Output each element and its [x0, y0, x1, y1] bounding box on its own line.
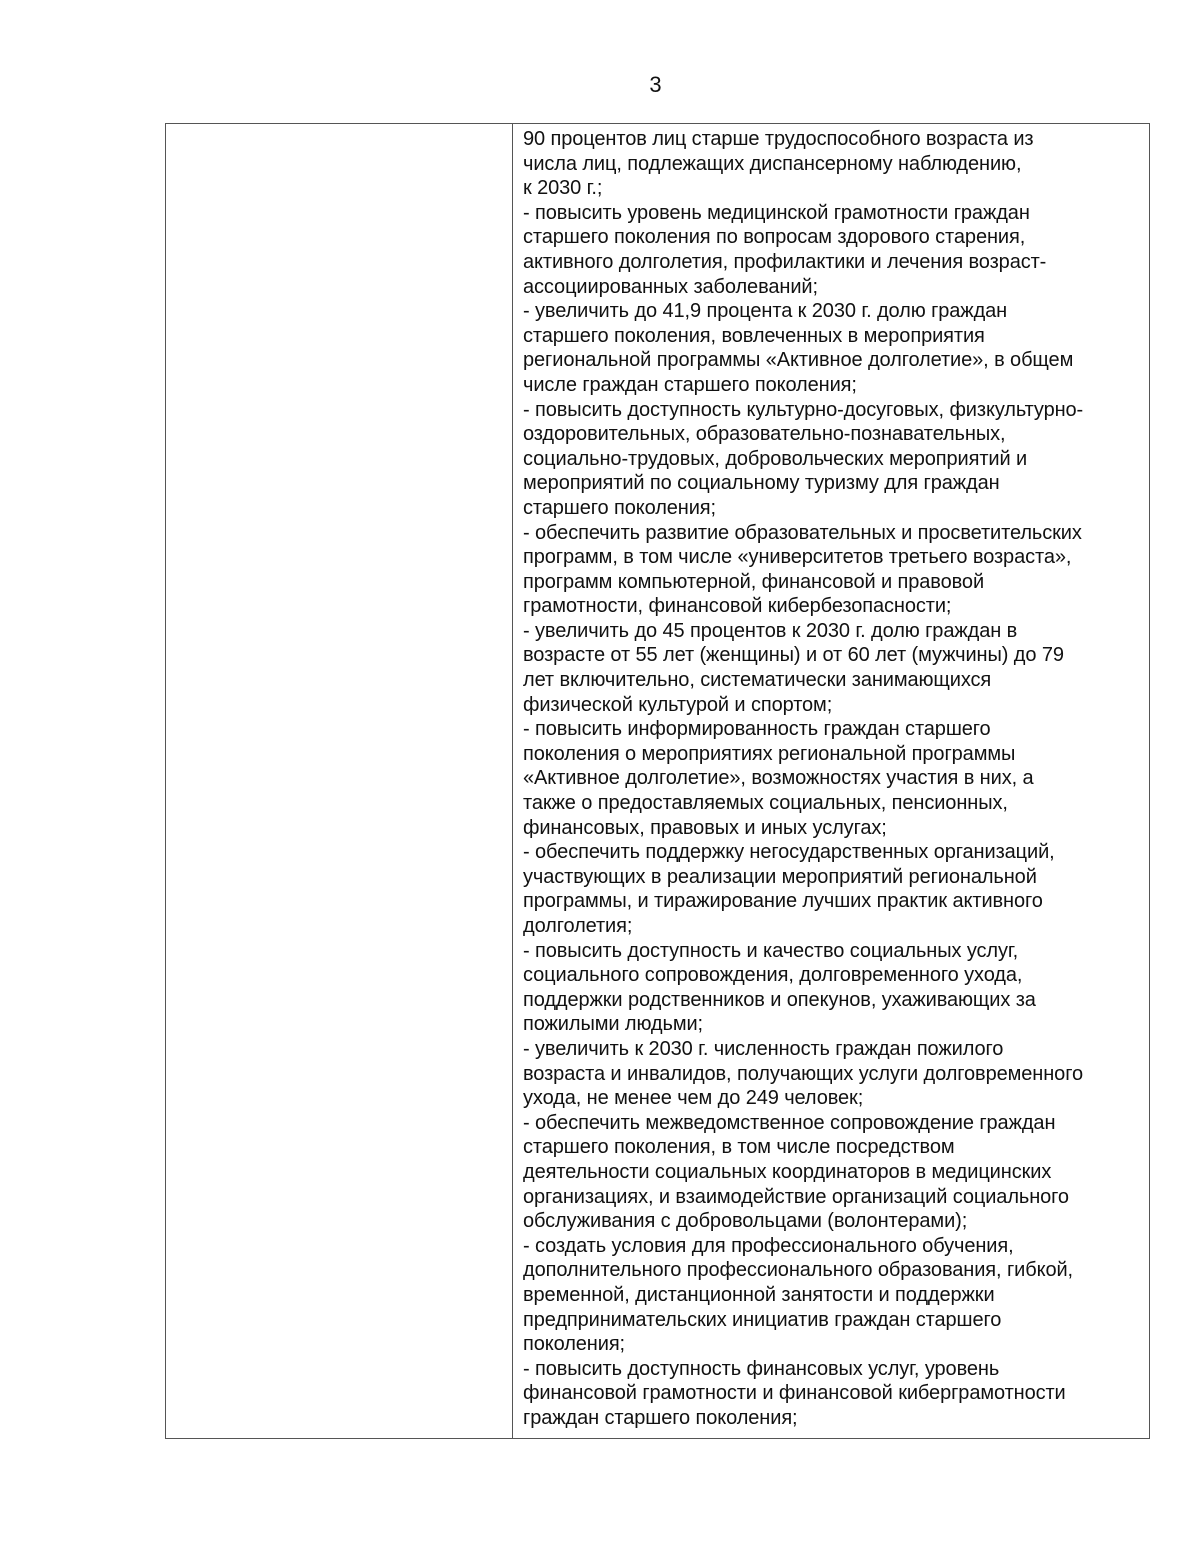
text-line: граждан старшего поколения;	[523, 1406, 798, 1429]
table-cell-right	[513, 124, 1149, 1438]
text-line: мероприятий по социальному туризму для граждан	[523, 472, 1000, 495]
text-line: программы, и тиражирование лучших практик активного	[523, 890, 1043, 913]
text-line: ассоциированных заболеваний;	[523, 275, 818, 298]
text-line: программ компьютерной, финансовой и правовой	[523, 570, 985, 593]
text-line: - обеспечить поддержку негосударственных организаций,	[523, 841, 1055, 864]
text-line: активного долголетия, профилактики и лечения возраст-	[523, 250, 1047, 273]
text-line: к 2030 г.;	[523, 177, 603, 200]
text-line: поколения;	[523, 1333, 626, 1356]
text-line: возраста и инвалидов, получающих услуги долговременного	[523, 1062, 1083, 1085]
text-line: региональной программы «Активное долголетие», в общем	[523, 349, 1074, 372]
text-line: пожилыми людьми;	[523, 1013, 704, 1036]
text-line: социального сопровождения, долговременного ухода,	[523, 964, 1023, 987]
text-line: - обеспечить межведомственное сопровождение граждан	[523, 1111, 1056, 1134]
text-line: - повысить доступность культурно-досуговых, физкультурно-	[523, 398, 1084, 421]
text-line: дополнительного профессионального образования, гибкой,	[523, 1259, 1073, 1282]
text-line: физической культурой и спортом;	[523, 693, 833, 716]
text-line: - увеличить к 2030 г. численность граждан пожилого	[523, 1037, 1004, 1060]
text-line: - обеспечить развитие образовательных и просветительских	[523, 521, 1082, 544]
text-line: - повысить уровень медицинской грамотности граждан	[523, 201, 1030, 224]
text-line: поддержки родственников и опекунов, ухаживающих за	[523, 988, 1036, 1011]
text-line: числа лиц, подлежащих диспансерному наблюдению,	[523, 152, 1022, 175]
text-line: деятельности социальных координаторов в медицинских	[523, 1160, 1052, 1183]
text-line: «Активное долголетие», возможностях участия в них, а	[523, 767, 1034, 790]
table-cell-left	[166, 124, 513, 1438]
document-table	[165, 123, 1150, 1439]
text-line: временной, дистанционной занятости и поддержки	[523, 1283, 995, 1306]
text-line: - повысить доступность финансовых услуг, уровень	[523, 1357, 1000, 1380]
text-line: 90 процентов лиц старше трудоспособного возраста из	[523, 128, 1034, 150]
text-line: старшего поколения;	[523, 496, 716, 519]
text-line: - повысить информированность граждан старшего	[523, 718, 991, 741]
text-line: долголетия;	[523, 915, 633, 937]
text-line: оздоровительных, образовательно-познавательных,	[523, 423, 1006, 446]
text-line: участвующих в реализации мероприятий региональной	[523, 865, 1037, 888]
text-line: - повысить доступность и качество социальных услуг,	[523, 939, 1019, 962]
text-line: старшего поколения по вопросам здорового старения,	[523, 226, 1026, 249]
text-line: социально-трудовых, добровольческих мероприятий и	[523, 447, 1028, 470]
text-line: возрасте от 55 лет (женщины) и от 60 лет (мужчины) до 79	[523, 644, 1064, 667]
text-line: - увеличить до 41,9 процента к 2030 г. долю граждан	[523, 300, 1008, 323]
text-line: финансовой грамотности и финансовой киберграмотности	[523, 1382, 1066, 1405]
text-line: поколения о мероприятиях региональной программы	[523, 742, 1016, 765]
text-line: финансовых, правовых и иных услугах;	[523, 816, 887, 839]
text-line: ухода, не менее чем до 249 человек;	[523, 1087, 864, 1110]
page-number: 3	[649, 72, 662, 97]
text-line: старшего поколения, в том числе посредством	[523, 1136, 955, 1159]
text-line: предпринимательских инициатив граждан старшего	[523, 1308, 1002, 1331]
text-line: числе граждан старшего поколения;	[523, 373, 857, 396]
text-line: организациях, и взаимодействие организаций социального	[523, 1185, 1069, 1208]
text-line: - увеличить до 45 процентов к 2030 г. долю граждан в	[523, 619, 1018, 642]
text-line: также о предоставляемых социальных, пенсионных,	[523, 792, 1008, 815]
text-line: старшего поколения, вовлеченных в мероприятия	[523, 324, 985, 347]
text-line: лет включительно, систематически занимающихся	[523, 669, 992, 692]
text-line: обслуживания с добровольцами (волонтерами);	[523, 1210, 968, 1233]
text-line: грамотности, финансовой кибербезопасности;	[523, 595, 952, 618]
text-line: программ, в том числе «университетов третьего возраста»,	[523, 546, 1072, 569]
text-line: - создать условия для профессионального обучения,	[523, 1234, 1014, 1257]
